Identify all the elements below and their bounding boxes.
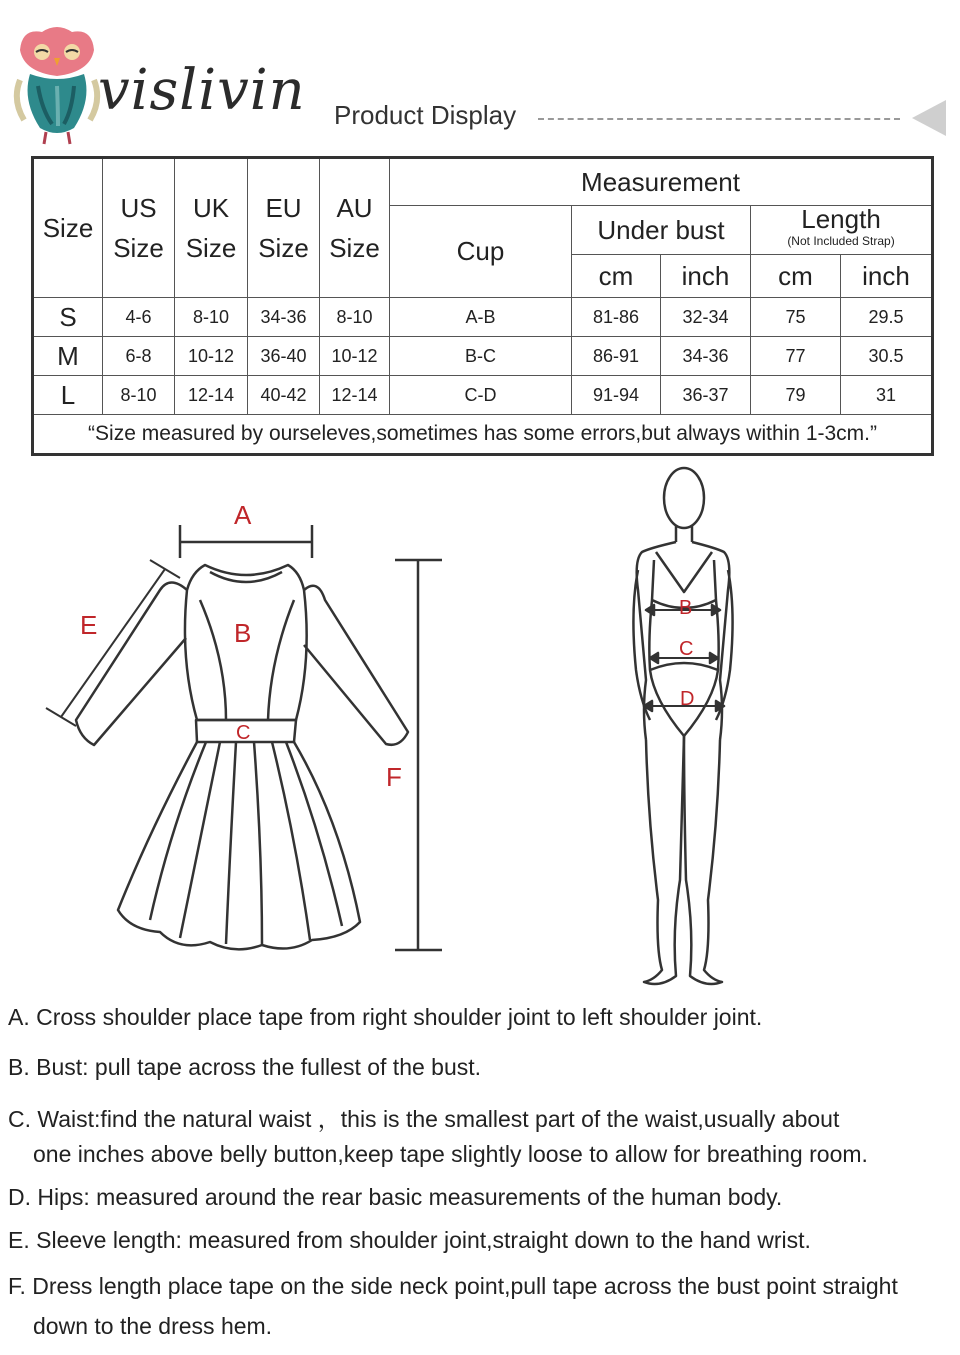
cell-size: M — [33, 337, 103, 376]
cell-ub-cm: 86-91 — [572, 337, 661, 376]
label-b: B — [234, 618, 252, 648]
desc-e: E. Sleeve length: measured from shoulder joint,straight down to the hand wrist. — [8, 1227, 811, 1253]
body-label-b: B — [679, 597, 693, 619]
size-note: “Size measured by ourseleves,sometimes has some errors,but always within 1-3cm.” — [33, 415, 933, 455]
desc-f1: F. Dress length place tape on the side neck point,pull tape across the bust point straight — [8, 1273, 898, 1299]
cell-size: S — [33, 298, 103, 337]
label-f: F — [386, 762, 402, 792]
cell-size: L — [33, 376, 103, 415]
cell-us: 8-10 — [103, 376, 175, 415]
desc-c2: one inches above belly button,keep tape slightly loose to allow for breathing room. — [33, 1141, 868, 1167]
desc-c1: C. Waist:find the natural waist ，this is the smallest part of the waist,usually about — [8, 1106, 840, 1132]
cell-len-cm: 77 — [751, 337, 841, 376]
body-label-d: D — [680, 688, 695, 710]
us-size-header: US Size — [103, 158, 175, 298]
cell-len-inch: 29.5 — [841, 298, 933, 337]
cell-eu: 34-36 — [248, 298, 320, 337]
cell-ub-cm: 81-86 — [572, 298, 661, 337]
cup-header: Cup — [390, 206, 572, 298]
len-inch-header: inch — [841, 255, 933, 298]
len-cm-header: cm — [751, 255, 841, 298]
page-title: Product Display — [334, 100, 517, 130]
cell-cup: B-C — [390, 337, 572, 376]
desc-b: B. Bust: pull tape across the fullest of the bust. — [8, 1054, 482, 1080]
label-c: C — [236, 722, 251, 744]
body-diagram — [600, 460, 780, 990]
cell-ub-cm: 91-94 — [572, 376, 661, 415]
ub-cm-header: cm — [572, 255, 661, 298]
cell-ub-inch: 36-37 — [661, 376, 751, 415]
length-note: (Not Included Strap) — [787, 234, 895, 248]
cell-cup: A-B — [390, 298, 572, 337]
cell-au: 12-14 — [320, 376, 390, 415]
desc-f2: down to the dress hem. — [33, 1313, 273, 1339]
cell-eu: 36-40 — [248, 337, 320, 376]
label-a: A — [234, 500, 252, 530]
table-row — [33, 376, 933, 415]
ub-inch-header: inch — [661, 255, 751, 298]
table-row — [33, 337, 933, 376]
table-row — [33, 298, 933, 337]
cell-len-inch: 31 — [841, 376, 933, 415]
cell-uk: 12-14 — [175, 376, 248, 415]
cell-us: 6-8 — [103, 337, 175, 376]
cell-len-cm: 75 — [751, 298, 841, 337]
triangle-icon — [912, 100, 946, 136]
cell-len-inch: 30.5 — [841, 337, 933, 376]
cell-ub-inch: 34-36 — [661, 337, 751, 376]
measurement-header: Measurement — [390, 158, 933, 206]
au-size-header: AU Size — [320, 158, 390, 298]
cell-ub-inch: 32-34 — [661, 298, 751, 337]
cell-au: 8-10 — [320, 298, 390, 337]
cell-au: 10-12 — [320, 337, 390, 376]
brand-name: vislivin — [98, 58, 306, 123]
cell-cup: C-D — [390, 376, 572, 415]
divider — [538, 118, 900, 120]
desc-a: A. Cross shoulder place tape from right shoulder joint to left shoulder joint. — [8, 1004, 763, 1030]
cell-uk: 10-12 — [175, 337, 248, 376]
figures — [0, 460, 960, 990]
owl-logo-icon — [12, 20, 102, 145]
desc-d: D. Hips: measured around the rear basic measurements of the human body. — [8, 1184, 783, 1210]
body-label-c: C — [679, 638, 694, 660]
size-header: Size — [33, 158, 103, 298]
cell-eu: 40-42 — [248, 376, 320, 415]
cell-uk: 8-10 — [175, 298, 248, 337]
under-bust-header: Under bust — [572, 206, 751, 255]
eu-size-header: EU Size — [248, 158, 320, 298]
header — [0, 0, 960, 150]
label-e: E — [80, 610, 98, 640]
cell-len-cm: 79 — [751, 376, 841, 415]
cell-us: 4-6 — [103, 298, 175, 337]
size-table — [31, 156, 934, 456]
uk-size-header: UK Size — [175, 158, 248, 298]
length-header: Length (Not Included Strap) — [751, 206, 933, 255]
